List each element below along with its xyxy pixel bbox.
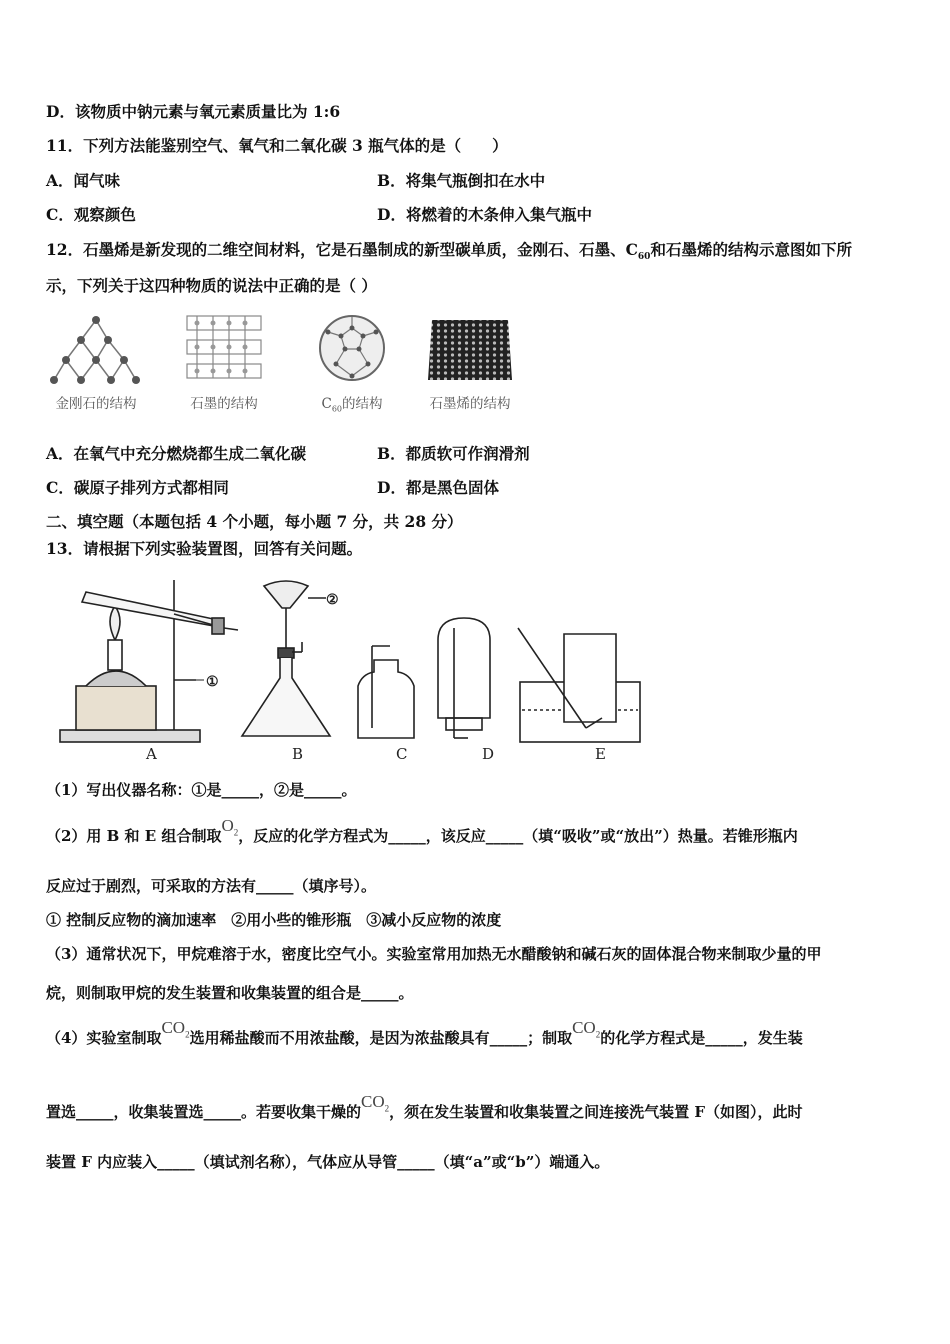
apparatus-label-a: A xyxy=(146,745,157,763)
q11-option-c: C．观察颜色 xyxy=(46,205,136,224)
graphene-structure-image xyxy=(428,316,512,384)
q13-part4-line2-b: ，须在发生装置和收集装置之间连接洗气装置 F（如图），此时 xyxy=(389,1103,803,1121)
q13-stem: 13．请根据下列实验装置图，回答有关问题。 xyxy=(46,539,363,558)
marker-1: ① xyxy=(206,674,219,690)
co2-formula: $CO_2$ xyxy=(361,1092,390,1114)
q11-option-a: A．闻气味 xyxy=(46,171,121,190)
c60-structure-image xyxy=(316,312,388,384)
co2-formula: $CO_2$ xyxy=(161,1018,190,1040)
o2-formula: $O_2$ xyxy=(221,816,239,838)
q11-option-b: B．将集气瓶倒扣在水中 xyxy=(377,171,546,190)
q12-option-d: D．都是黑色固体 xyxy=(377,478,499,497)
diamond-structure-image xyxy=(46,310,146,388)
q13-part2-line2: 反应过于剧烈，可采取的方法有_____（填序号）。 xyxy=(46,877,377,895)
apparatus-label-b: B xyxy=(292,745,304,763)
q12-stem-line2: 示，下列关于这四种物质的说法中正确的是（ ） xyxy=(46,276,377,295)
q12-stem-line1 xyxy=(46,240,852,267)
q12-option-a: A．在氧气中充分燃烧都生成二氧化碳 xyxy=(46,444,307,463)
apparatus-label-e: E xyxy=(595,745,606,763)
q13-part2-rest: ，反应的化学方程式为_____，该反应_____（填“吸收”或“放出”）热量。若锥形瓶内 xyxy=(238,827,798,845)
q13-part4-end: 的化学方程式是_____，发生装 xyxy=(600,1029,803,1047)
q10-option-d: D．该物质中钠元素与氧元素质量比为 1:6 xyxy=(46,102,341,121)
q12-stem-part-a: 12．石墨烯是新发现的二维空间材料，它是石墨制成的新型碳单质，金刚石、石墨、C xyxy=(46,240,638,259)
section2-title: 二、填空题（本题包括 4 个小题，每小题 7 分，共 28 分） xyxy=(46,512,463,531)
c60-caption-text: 的结构 xyxy=(342,396,383,412)
marker-2: ② xyxy=(326,592,339,608)
q13-part3-line1: （3）通常状况下，甲烷难溶于水，密度比空气小。实验室常用加热无水醋酸钠和碱石灰的固体混合物来制取少量的甲 xyxy=(46,945,822,963)
q11-stem: 11．下列方法能鉴别空气、氧气和二氧化碳 3 瓶气体的是（ ） xyxy=(46,136,508,155)
q13-part4-line2-a: 置选_____，收集装置选_____。若要收集干燥的 xyxy=(46,1103,362,1121)
q12-stem-sub: 60 xyxy=(637,252,651,263)
q13-part1: （1）写出仪器名称：①是_____，②是_____。 xyxy=(46,781,357,799)
q11-option-d: D．将燃着的木条伸入集气瓶中 xyxy=(377,205,592,224)
lab-apparatus-figure xyxy=(46,568,656,746)
q13-part4-intro: （4）实验室制取 xyxy=(46,1029,162,1047)
diamond-caption: 金刚石的结构 xyxy=(55,396,137,412)
q13-part4-mid: 选用稀盐酸而不用浓盐酸，是因为浓盐酸具有_____；制取 xyxy=(189,1029,573,1047)
graphene-caption: 石墨烯的结构 xyxy=(429,396,511,412)
q12-option-b: B．都质软可作润滑剂 xyxy=(377,444,530,463)
q12-option-c: C．碳原子排列方式都相同 xyxy=(46,478,229,497)
c60-caption-c: C xyxy=(321,396,332,412)
q13-part4-line1 xyxy=(46,1018,803,1054)
q12-stem-part-b: 和石墨烯的结构示意图如下所 xyxy=(650,240,852,259)
q13-part2-line1 xyxy=(46,816,798,852)
q13-part2-intro: （2）用 B 和 E 组合制取 xyxy=(46,827,222,845)
graphite-structure-image xyxy=(183,312,265,384)
q13-part4-line2 xyxy=(46,1092,803,1128)
apparatus-label-c: C xyxy=(396,745,408,763)
c60-caption-sub: 60 xyxy=(331,404,343,414)
apparatus-label-d: D xyxy=(482,745,495,763)
q13-part3-line2: 烷，则制取甲烷的发生装置和收集装置的组合是_____。 xyxy=(46,984,414,1002)
q13-part2-options: ① 控制反应物的滴加速率 ②用小些的锥形瓶 ③减小反应物的浓度 xyxy=(46,911,502,929)
q13-part4-line3: 装置 F 内应装入_____（填试剂名称），气体应从导管_____（填“a”或“b”）端通入。 xyxy=(46,1153,610,1171)
c60-caption xyxy=(310,392,394,414)
co2-formula: $CO_2$ xyxy=(572,1018,601,1040)
graphite-caption: 石墨的结构 xyxy=(190,396,258,412)
